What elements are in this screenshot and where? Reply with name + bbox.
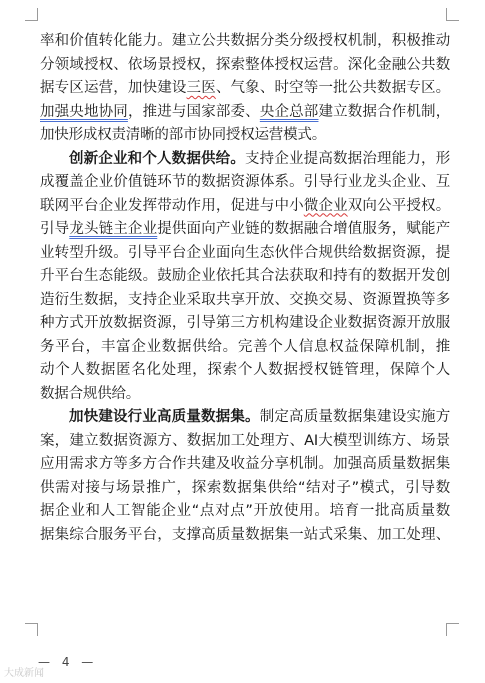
text-segment: 双向公平授权。 [347, 197, 450, 214]
text-segment: 动个人数据匿名化处理，探索个人数据授权链管理，保障个人 [40, 362, 450, 378]
crop-mark-top-left [25, 8, 38, 21]
text-line [40, 242, 450, 266]
crop-mark-top-right [446, 8, 459, 21]
text-segment: 据集综合服务平台，支撑高质量数据集一站式采集、加工处理、 [40, 526, 450, 543]
text-line [40, 148, 450, 172]
text-line [40, 218, 450, 242]
text-line [40, 336, 450, 360]
text-segment: 业转型升级。引导平台企业面向生态伙伴合规供给数据资源，提 [40, 244, 450, 261]
text-segment: 支持企业提高数据治理能力，形 [245, 150, 450, 167]
watermark: 大成新闻 [4, 668, 44, 679]
text-line [40, 265, 450, 289]
underlined-text: 央企总部 [259, 103, 319, 120]
text-line [40, 289, 450, 313]
text-line [40, 30, 450, 54]
page-number: 4 [61, 655, 70, 669]
text-segment: 分领域授权、依场景授权，探索整体授权运营。深化金融公共数 [40, 56, 450, 73]
text-line [40, 54, 450, 78]
bold-heading-text: 创新企业和个人数据供给。 [69, 150, 246, 167]
text-segment: 务平台，丰富企业数据供给。完善个人信息权益保障机制，推 [40, 338, 450, 355]
body-text[interactable] [40, 30, 450, 547]
text-segment: 建立数据合作机制， [318, 103, 450, 120]
text-segment: ，推进与国家部委、 [127, 103, 260, 120]
text-segment: 引导 [40, 221, 70, 237]
text-segment: 应用需求方等多方合作共建及收益分享机制。加强高质量数据集 [40, 456, 450, 472]
text-line [40, 477, 450, 501]
text-segment: 率和价值转化能力。建立公共数据分类分级授权机制，积极推动 [40, 33, 450, 49]
text-line [40, 500, 450, 524]
text-line [40, 524, 450, 548]
text-line [40, 359, 450, 383]
text-line [40, 101, 450, 125]
text-segment: 制定高质量数据集建设实施方 [259, 409, 450, 425]
text-segment: 数据合规供给。 [40, 385, 141, 402]
underlined-text: 三医 [186, 80, 216, 96]
text-segment: 案，建立数据资源方、数据加工处理方、AI大模型训练方、场景 [40, 432, 450, 449]
footer-dash-left: — [38, 655, 50, 669]
page-footer [38, 655, 93, 669]
text-segment: 加快形成权责清晰的部市协同授权运营模式。 [40, 127, 326, 143]
text-segment: 提供面向产业链的数据融合增值服务，赋能产 [157, 221, 450, 237]
bold-heading-text: 加快建设行业高质量数据集。 [69, 409, 260, 425]
text-segment: 升平台生态能级。鼓励企业依托其合法获取和持有的数据开发创 [40, 268, 450, 284]
text-line [40, 171, 450, 195]
text-line [40, 124, 450, 148]
underlined-text: 微企业 [303, 197, 348, 214]
text-segment: 成覆盖企业价值链环节的数据资源体系。引导行业龙头企业、互 [40, 174, 450, 190]
underlined-text: 龙头链主企业 [69, 221, 158, 237]
text-segment: 据专区运营，加快建设 [40, 80, 187, 96]
text-line [40, 383, 450, 407]
text-segment: 供需对接与场景推广，探索数据集供给“结对子”模式，引导数 [40, 479, 450, 496]
crop-mark-bottom-right [446, 623, 459, 636]
text-segment: 种方式开放数据资源，引导第三方机构建设企业数据资源开放服 [40, 315, 450, 331]
text-line [40, 430, 450, 454]
text-line [40, 453, 450, 477]
footer-dash-right: — [81, 655, 94, 669]
underlined-text: 加强央地协同 [40, 103, 128, 120]
text-line [40, 406, 450, 430]
crop-mark-bottom-left [25, 623, 38, 636]
text-segment: 据企业和人工智能企业“点对点”开放使用。培育一批高质量数 [40, 503, 450, 519]
text-segment: 造衍生数据，支持企业采取共享开放、交换交易、资源置换等多 [40, 291, 450, 308]
text-segment: 、气象、时空等一批公共数据专区。 [215, 80, 450, 96]
text-line [40, 77, 450, 101]
text-line [40, 312, 450, 336]
text-line [40, 195, 450, 219]
text-segment: 联网平台企业发挥带动作用，促进与中小 [40, 197, 304, 214]
